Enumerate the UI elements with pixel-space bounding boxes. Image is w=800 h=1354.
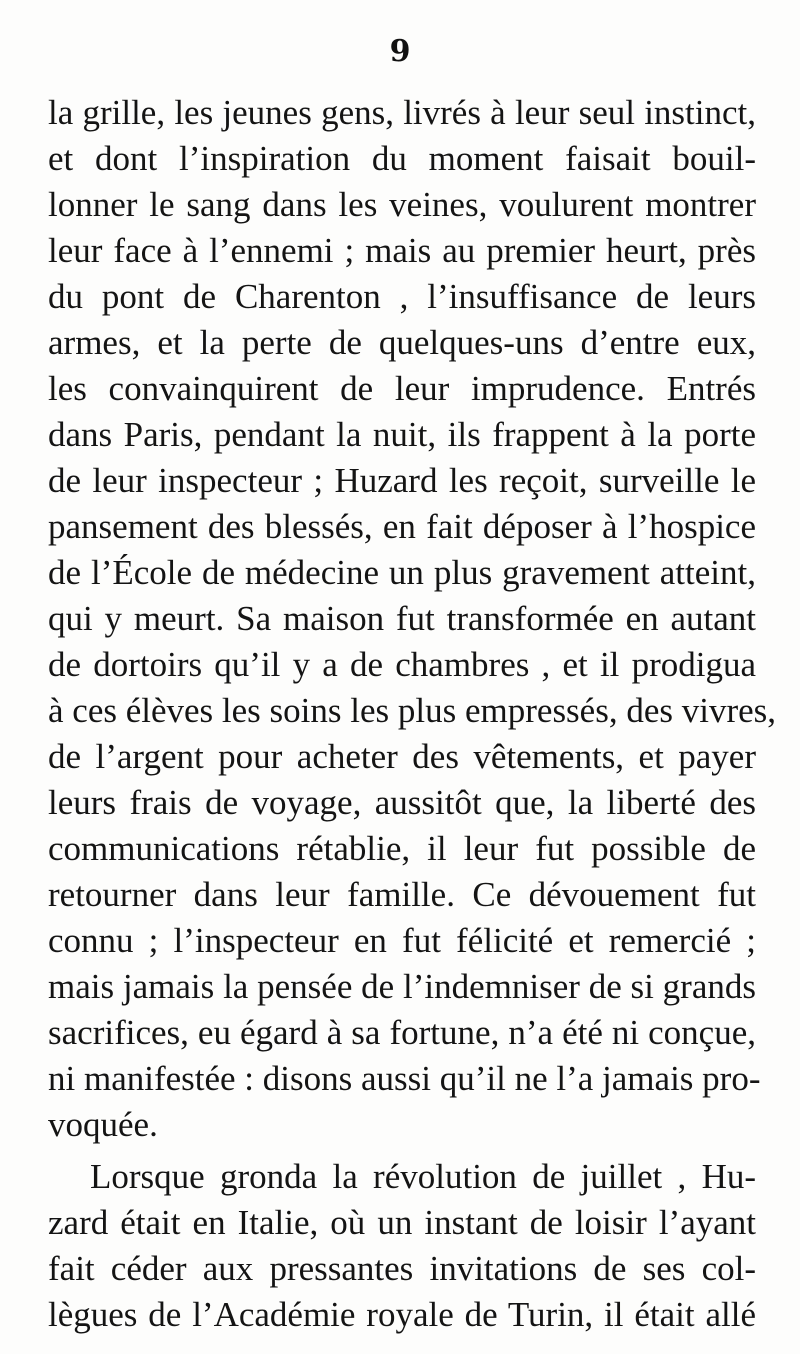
text-line: de dortoirs qu’il y a de chambres , et il prodigua <box>48 645 756 684</box>
body-text <box>48 90 777 1338</box>
text-line: leur face à l’ennemi ; mais au premier heurt, près <box>48 231 756 270</box>
text-line: du pont de Charenton , l’insuffisance de leurs <box>48 277 756 316</box>
text-line: les convainquirent de leur imprudence. Entrés <box>48 369 756 408</box>
text-line: Lorsque gronda la révolution de juillet , Hu- <box>90 1157 756 1196</box>
text-line: pansement des blessés, en fait déposer à l’hospice <box>48 507 756 546</box>
text-line: dans Paris, pendant la nuit, ils frappent à la porte <box>48 415 756 454</box>
text-line: sacrifices, eu égard à sa fortune, n’a été ni conçue, <box>48 1013 756 1052</box>
text-line: leurs frais de voyage, aussitôt que, la liberté des <box>48 783 756 822</box>
text-line: à ces élèves les soins les plus empressés, des vivres, <box>48 691 777 730</box>
text-line: retourner dans leur famille. Ce dévouement fut <box>48 875 756 914</box>
text-line: lonner le sang dans les veines, voulurent montrer <box>48 185 756 224</box>
paragraph <box>48 90 777 1148</box>
text-line: communications rétablie, il leur fut possible de <box>48 829 756 868</box>
text-line: ni manifestée : disons aussi qu’il ne l’a jamais pro- <box>48 1059 761 1098</box>
text-line: armes, et la perte de quelques-uns d’entre eux, <box>48 323 756 362</box>
text-line: fait céder aux pressantes invitations de ses col- <box>48 1249 756 1288</box>
page-number: 9 <box>389 34 411 69</box>
text-line: mais jamais la pensée de l’indemniser de si grands <box>48 967 756 1006</box>
text-line: de l’École de médecine un plus gravement atteint, <box>48 553 756 592</box>
text-line: de leur inspecteur ; Huzard les reçoit, surveille le <box>48 461 756 500</box>
text-line: la grille, les jeunes gens, livrés à leur seul instinct, <box>48 93 756 132</box>
text-line: et dont l’inspiration du moment faisait bouil- <box>48 139 756 178</box>
text-line: zard était en Italie, où un instant de loisir l’ayant <box>48 1203 756 1242</box>
text-line: qui y meurt. Sa maison fut transformée en autant <box>48 599 756 638</box>
paragraph <box>48 1154 756 1338</box>
text-line: de l’argent pour acheter des vêtements, et payer <box>48 737 756 776</box>
text-line: connu ; l’inspecteur en fut félicité et remercié ; <box>48 921 756 960</box>
text-line: lègues de l’Académie royale de Turin, il était allé <box>48 1295 756 1334</box>
text-line: voquée. <box>48 1105 158 1144</box>
